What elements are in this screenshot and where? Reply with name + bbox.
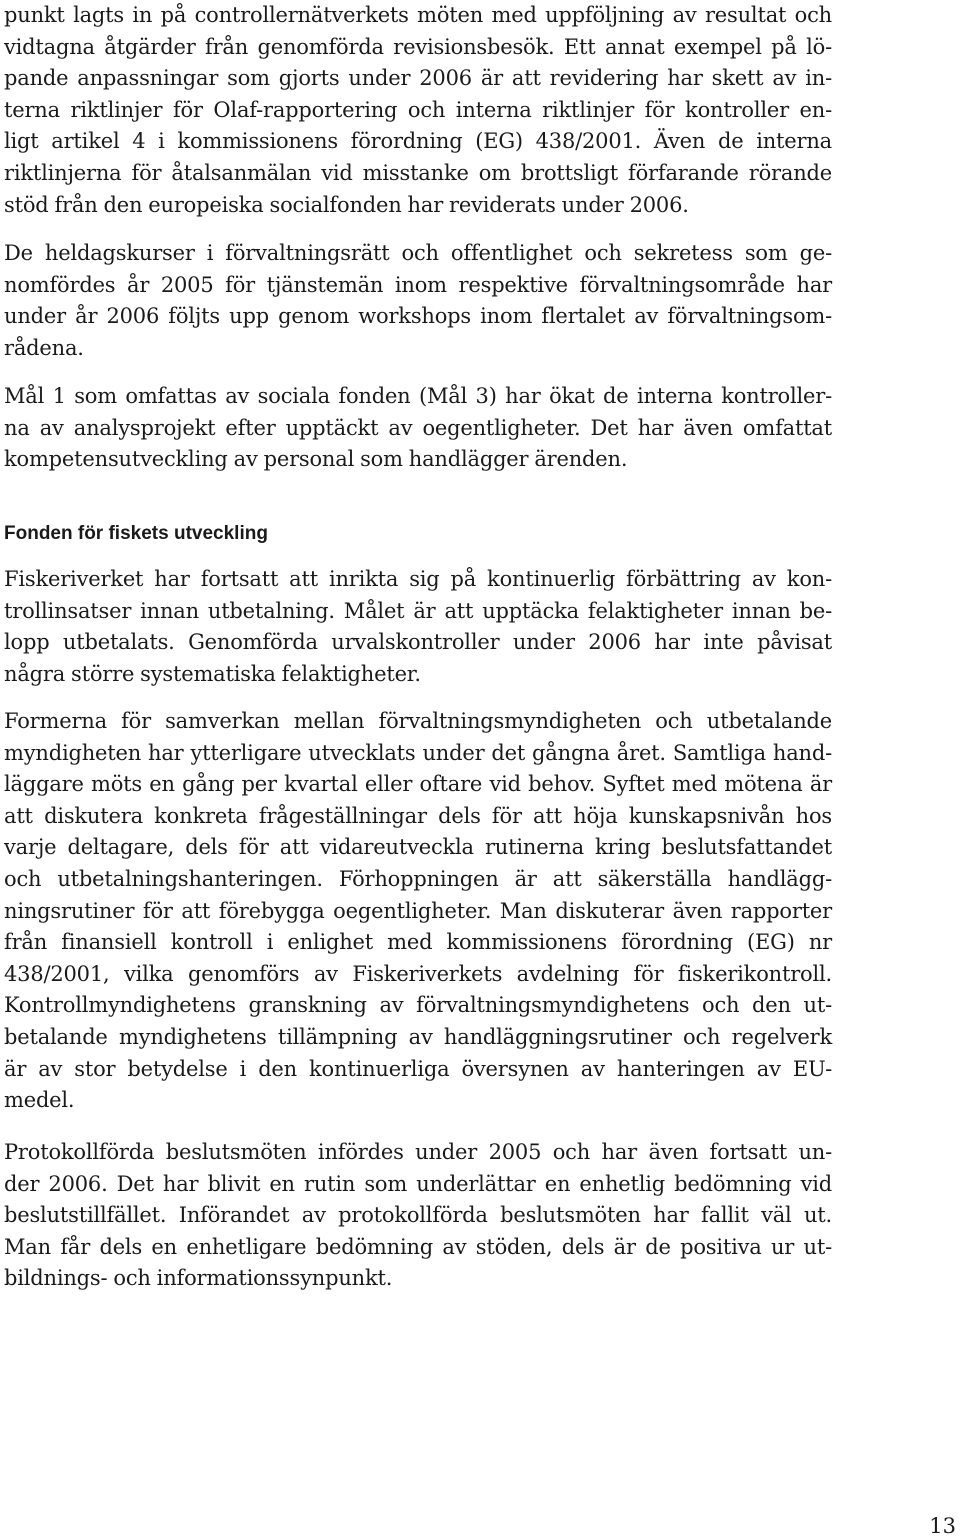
text-line: bildnings- och informationssynpunkt. xyxy=(4,1266,393,1291)
section-heading: Fonden för fiskets utveckling xyxy=(4,523,268,544)
text-line: Kontrollmyndighetens granskning av förvaltningsmyndighetens och den ut- xyxy=(4,993,832,1018)
text-line: lopp utbetalats. Genomförda urvalskontroller under 2006 har inte påvisat xyxy=(4,630,832,655)
text-line: beslutstillfället. Införandet av protokollförda beslutsmöten har fallit väl ut. xyxy=(4,1203,832,1228)
text-line: är av stor betydelse i den kontinuerliga översynen av hanteringen av EU- xyxy=(4,1056,832,1081)
text-line: och utbetalningshanteringen. Förhoppningen är att säkerställa handlägg- xyxy=(4,866,832,891)
text-line: rådena. xyxy=(4,335,84,360)
text-line: ligt artikel 4 i kommissionens förordning (EG) 438/2001. Även de interna xyxy=(4,129,832,154)
text-line: trollinsatser innan utbetalning. Målet är att upptäcka felaktigheter innan be- xyxy=(4,598,832,623)
text-line: nomfördes år 2005 för tjänstemän inom respektive förvaltningsområde har xyxy=(4,272,832,297)
text-line: Man får dels en enhetligare bedömning av stöden, dels är de positiva ur ut- xyxy=(4,1234,832,1259)
page-number: 13 xyxy=(929,1514,956,1538)
text-line: na av analysprojekt efter upptäckt av oegentligheter. Det har även omfattat xyxy=(4,415,832,440)
paragraph xyxy=(4,564,832,690)
text-line: varje deltagare, dels för att vidareutveckla rutinerna kring beslutsfattandet xyxy=(4,835,832,860)
text-line: ningsrutiner för att förebygga oegentligheter. Man diskuterar även rapporter xyxy=(4,898,832,923)
paragraph xyxy=(4,706,832,1117)
text-line: Protokollförda beslutsmöten infördes under 2005 och har även fortsatt un- xyxy=(4,1140,832,1164)
text-line: punkt lagts in på controllernätverkets möten med uppföljning av resultat och xyxy=(4,3,832,27)
text-line: vidtagna åtgärder från genomförda revisionsbesök. Ett annat exempel på lö- xyxy=(4,34,832,59)
text-line: terna riktlinjer för Olaf-rapportering och interna riktlinjer för kontroller en- xyxy=(4,97,832,122)
text-line: under år 2006 följts upp genom workshops inom flertalet av förvaltningsom- xyxy=(4,304,832,329)
paragraph xyxy=(4,0,832,221)
text-line: der 2006. Det har blivit en rutin som underlättar en enhetlig bedömning vid xyxy=(4,1171,832,1196)
text-line: medel. xyxy=(4,1088,75,1113)
text-line: att diskutera konkreta frågeställningar dels för att höja kunskapsnivån hos xyxy=(4,803,832,828)
text-line: pande anpassningar som gjorts under 2006 är att revidering har skett av in- xyxy=(4,66,832,91)
text-line: riktlinjerna för åtalsanmälan vid misstanke om brottsligt förfarande rörande xyxy=(4,160,832,185)
paragraph xyxy=(4,381,832,476)
text-line: Fiskeriverket har fortsatt att inrikta sig på kontinuerlig förbättring av kon- xyxy=(4,567,832,591)
paragraph xyxy=(4,1137,832,1295)
text-line: några större systematiska felaktigheter. xyxy=(4,661,421,686)
text-line: betalande myndighetens tillämpning av handläggningsrutiner och regelverk xyxy=(4,1024,832,1049)
paragraph xyxy=(4,238,832,364)
text-line: myndigheten har ytterligare utvecklats under det gångna året. Samtliga hand- xyxy=(4,740,832,765)
text-line: från finansiell kontroll i enlighet med kommissionens förordning (EG) nr xyxy=(4,930,832,955)
text-line: De heldagskurser i förvaltningsrätt och offentlighet och sekretess som ge- xyxy=(4,241,832,265)
text-line: Formerna för samverkan mellan förvaltningsmyndigheten och utbetalande xyxy=(4,709,832,733)
text-line: stöd från den europeiska socialfonden har reviderats under 2006. xyxy=(4,192,689,217)
text-line: kompetensutveckling av personal som handlägger ärenden. xyxy=(4,447,628,472)
text-line: Mål 1 som omfattas av sociala fonden (Mål 3) har ökat de interna kontroller- xyxy=(4,384,832,408)
text-line: läggare möts en gång per kvartal eller oftare vid behov. Syftet med mötena är xyxy=(4,772,832,797)
text-line: 438/2001, vilka genomförs av Fiskeriverkets avdelning för fiskerikontroll. xyxy=(4,961,832,986)
